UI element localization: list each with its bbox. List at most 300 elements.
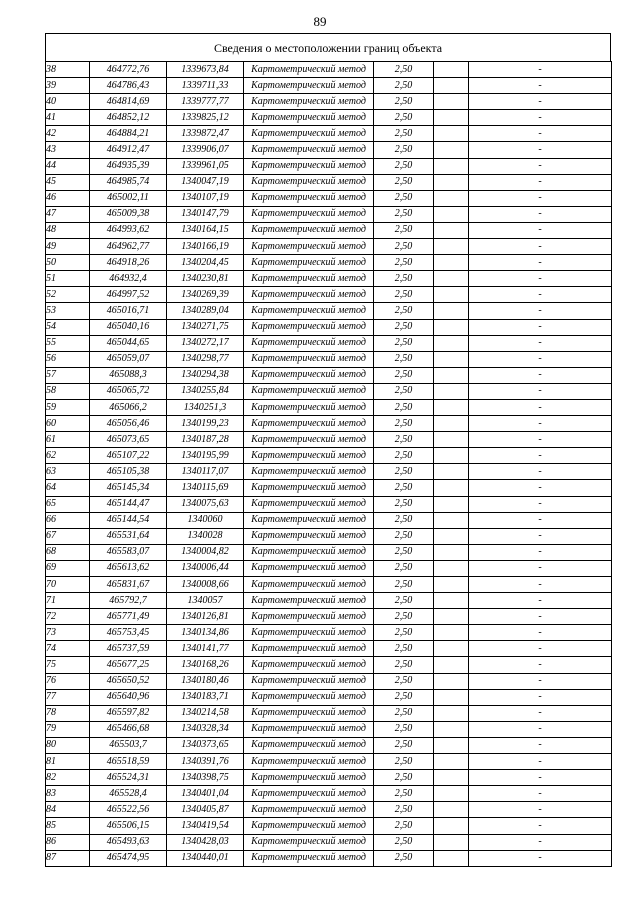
- dash-cell: -: [469, 432, 612, 448]
- method: Картометрический метод: [244, 818, 374, 834]
- point-number: 68: [46, 544, 90, 560]
- page-number: 89: [313, 14, 327, 29]
- dash-cell: -: [469, 303, 612, 319]
- coord-y: 1340075,63: [167, 496, 244, 512]
- blank-cell: [434, 62, 469, 78]
- blank-cell: [434, 287, 469, 303]
- blank-cell: [434, 190, 469, 206]
- blank-cell: [434, 222, 469, 238]
- precision: 2,50: [374, 786, 434, 802]
- dash-cell: -: [469, 287, 612, 303]
- point-number: 61: [46, 432, 90, 448]
- precision: 2,50: [374, 335, 434, 351]
- precision: 2,50: [374, 496, 434, 512]
- point-number: 39: [46, 78, 90, 94]
- dash-cell: -: [469, 705, 612, 721]
- method: Картометрический метод: [244, 834, 374, 850]
- blank-cell: [434, 689, 469, 705]
- coord-x: 465016,71: [90, 303, 167, 319]
- coord-x: 465144,47: [90, 496, 167, 512]
- dash-cell: -: [469, 271, 612, 287]
- coord-x: 465518,59: [90, 754, 167, 770]
- point-number: 78: [46, 705, 90, 721]
- table-row: [46, 367, 612, 383]
- section-title: Сведения о местоположении границ объекта: [45, 33, 611, 61]
- dash-cell: -: [469, 528, 612, 544]
- precision: 2,50: [374, 110, 434, 126]
- precision: 2,50: [374, 271, 434, 287]
- point-number: 55: [46, 335, 90, 351]
- dash-cell: -: [469, 593, 612, 609]
- coord-y: 1340398,75: [167, 770, 244, 786]
- coord-y: 1340168,26: [167, 657, 244, 673]
- coord-x: 464997,52: [90, 287, 167, 303]
- point-number: 77: [46, 689, 90, 705]
- precision: 2,50: [374, 577, 434, 593]
- coord-y: 1340008,66: [167, 577, 244, 593]
- coord-y: 1340006,44: [167, 560, 244, 576]
- method: Картометрический метод: [244, 528, 374, 544]
- coord-y: 1340269,39: [167, 287, 244, 303]
- coord-x: 465650,52: [90, 673, 167, 689]
- table-row: [46, 399, 612, 415]
- precision: 2,50: [374, 190, 434, 206]
- coord-y: 1340214,58: [167, 705, 244, 721]
- point-number: 47: [46, 206, 90, 222]
- blank-cell: [434, 544, 469, 560]
- coord-y: 1340401,04: [167, 786, 244, 802]
- coord-x: 465506,15: [90, 818, 167, 834]
- precision: 2,50: [374, 287, 434, 303]
- point-number: 46: [46, 190, 90, 206]
- method: Картометрический метод: [244, 255, 374, 271]
- coord-x: 464852,12: [90, 110, 167, 126]
- method: Картометрический метод: [244, 496, 374, 512]
- method: Картометрический метод: [244, 126, 374, 142]
- precision: 2,50: [374, 126, 434, 142]
- coordinates-sheet: [45, 33, 611, 867]
- coord-x: 465531,64: [90, 528, 167, 544]
- point-number: 50: [46, 255, 90, 271]
- method: Картометрический метод: [244, 689, 374, 705]
- point-number: 82: [46, 770, 90, 786]
- blank-cell: [434, 464, 469, 480]
- coord-y: 1340328,34: [167, 721, 244, 737]
- precision: 2,50: [374, 206, 434, 222]
- coord-y: 1340289,04: [167, 303, 244, 319]
- precision: 2,50: [374, 464, 434, 480]
- blank-cell: [434, 528, 469, 544]
- coord-y: 1340428,03: [167, 834, 244, 850]
- coord-y: 1340298,77: [167, 351, 244, 367]
- dash-cell: -: [469, 448, 612, 464]
- dash-cell: -: [469, 158, 612, 174]
- point-number: 56: [46, 351, 90, 367]
- coord-x: 465503,7: [90, 737, 167, 753]
- coord-y: 1339673,84: [167, 62, 244, 78]
- coord-x: 465528,4: [90, 786, 167, 802]
- blank-cell: [434, 255, 469, 271]
- method: Картометрический метод: [244, 287, 374, 303]
- table-row: [46, 512, 612, 528]
- coord-x: 465753,45: [90, 625, 167, 641]
- dash-cell: -: [469, 560, 612, 576]
- coord-x: 464918,26: [90, 255, 167, 271]
- table-row: [46, 174, 612, 190]
- point-number: 74: [46, 641, 90, 657]
- method: Картометрический метод: [244, 705, 374, 721]
- dash-cell: -: [469, 174, 612, 190]
- precision: 2,50: [374, 222, 434, 238]
- point-number: 53: [46, 303, 90, 319]
- dash-cell: -: [469, 673, 612, 689]
- precision: 2,50: [374, 255, 434, 271]
- coord-y: 1340180,46: [167, 673, 244, 689]
- coord-y: 1340115,69: [167, 480, 244, 496]
- coord-x: 465493,63: [90, 834, 167, 850]
- table-row: [46, 754, 612, 770]
- coord-y: 1340147,79: [167, 206, 244, 222]
- dash-cell: -: [469, 239, 612, 255]
- table-row: [46, 818, 612, 834]
- method: Картометрический метод: [244, 110, 374, 126]
- blank-cell: [434, 625, 469, 641]
- coord-x: 465066,2: [90, 399, 167, 415]
- method: Картометрический метод: [244, 657, 374, 673]
- coord-y: 1340183,71: [167, 689, 244, 705]
- table-row: [46, 625, 612, 641]
- blank-cell: [434, 721, 469, 737]
- coord-y: 1339872,47: [167, 126, 244, 142]
- precision: 2,50: [374, 818, 434, 834]
- precision: 2,50: [374, 850, 434, 866]
- coord-y: 1340405,87: [167, 802, 244, 818]
- blank-cell: [434, 94, 469, 110]
- coord-x: 465009,38: [90, 206, 167, 222]
- blank-cell: [434, 142, 469, 158]
- blank-cell: [434, 335, 469, 351]
- blank-cell: [434, 158, 469, 174]
- coord-y: 1340060: [167, 512, 244, 528]
- method: Картометрический метод: [244, 319, 374, 335]
- coord-x: 465613,62: [90, 560, 167, 576]
- dash-cell: -: [469, 641, 612, 657]
- coord-x: 465105,38: [90, 464, 167, 480]
- table-row: [46, 432, 612, 448]
- precision: 2,50: [374, 142, 434, 158]
- precision: 2,50: [374, 158, 434, 174]
- precision: 2,50: [374, 609, 434, 625]
- method: Картометрический метод: [244, 158, 374, 174]
- point-number: 59: [46, 399, 90, 415]
- precision: 2,50: [374, 383, 434, 399]
- dash-cell: -: [469, 335, 612, 351]
- point-number: 80: [46, 737, 90, 753]
- coord-x: 464962,77: [90, 239, 167, 255]
- point-number: 87: [46, 850, 90, 866]
- coord-x: 465771,49: [90, 609, 167, 625]
- blank-cell: [434, 593, 469, 609]
- coord-x: 465583,07: [90, 544, 167, 560]
- table-row: [46, 62, 612, 78]
- dash-cell: -: [469, 834, 612, 850]
- coord-x: 465522,56: [90, 802, 167, 818]
- method: Картометрический метод: [244, 448, 374, 464]
- coord-x: 465145,34: [90, 480, 167, 496]
- coordinates-table: [45, 61, 612, 867]
- point-number: 83: [46, 786, 90, 802]
- point-number: 43: [46, 142, 90, 158]
- method: Картометрический метод: [244, 206, 374, 222]
- coord-y: 1339711,33: [167, 78, 244, 94]
- coord-x: 465792,7: [90, 593, 167, 609]
- point-number: 70: [46, 577, 90, 593]
- blank-cell: [434, 657, 469, 673]
- coord-x: 465002,11: [90, 190, 167, 206]
- table-row: [46, 126, 612, 142]
- blank-cell: [434, 432, 469, 448]
- table-row: [46, 802, 612, 818]
- coord-x: 464935,39: [90, 158, 167, 174]
- point-number: 49: [46, 239, 90, 255]
- method: Картометрический метод: [244, 190, 374, 206]
- point-number: 85: [46, 818, 90, 834]
- coord-y: 1340117,07: [167, 464, 244, 480]
- dash-cell: -: [469, 544, 612, 560]
- method: Картометрический метод: [244, 786, 374, 802]
- precision: 2,50: [374, 528, 434, 544]
- precision: 2,50: [374, 480, 434, 496]
- dash-cell: -: [469, 110, 612, 126]
- point-number: 63: [46, 464, 90, 480]
- table-row: [46, 850, 612, 866]
- table-row: [46, 770, 612, 786]
- method: Картометрический метод: [244, 544, 374, 560]
- coord-x: 465040,16: [90, 319, 167, 335]
- point-number: 79: [46, 721, 90, 737]
- dash-cell: -: [469, 367, 612, 383]
- point-number: 76: [46, 673, 90, 689]
- method: Картометрический метод: [244, 625, 374, 641]
- blank-cell: [434, 383, 469, 399]
- point-number: 51: [46, 271, 90, 287]
- blank-cell: [434, 641, 469, 657]
- dash-cell: -: [469, 754, 612, 770]
- coord-y: 1340199,23: [167, 416, 244, 432]
- coord-y: 1340126,81: [167, 609, 244, 625]
- dash-cell: -: [469, 62, 612, 78]
- method: Картометрический метод: [244, 367, 374, 383]
- coord-y: 1340272,17: [167, 335, 244, 351]
- table-row: [46, 383, 612, 399]
- dash-cell: -: [469, 480, 612, 496]
- precision: 2,50: [374, 303, 434, 319]
- precision: 2,50: [374, 351, 434, 367]
- method: Картометрический метод: [244, 850, 374, 866]
- coord-y: 1340255,84: [167, 383, 244, 399]
- point-number: 40: [46, 94, 90, 110]
- method: Картометрический метод: [244, 432, 374, 448]
- method: Картометрический метод: [244, 802, 374, 818]
- coord-y: 1340164,15: [167, 222, 244, 238]
- method: Картометрический метод: [244, 142, 374, 158]
- method: Картометрический метод: [244, 416, 374, 432]
- method: Картометрический метод: [244, 512, 374, 528]
- coord-y: 1340230,81: [167, 271, 244, 287]
- precision: 2,50: [374, 367, 434, 383]
- precision: 2,50: [374, 62, 434, 78]
- precision: 2,50: [374, 399, 434, 415]
- method: Картометрический метод: [244, 560, 374, 576]
- blank-cell: [434, 174, 469, 190]
- coord-y: 1340294,38: [167, 367, 244, 383]
- blank-cell: [434, 480, 469, 496]
- point-number: 64: [46, 480, 90, 496]
- dash-cell: -: [469, 577, 612, 593]
- dash-cell: -: [469, 689, 612, 705]
- table-row: [46, 255, 612, 271]
- blank-cell: [434, 673, 469, 689]
- method: Картометрический метод: [244, 577, 374, 593]
- blank-cell: [434, 78, 469, 94]
- dash-cell: -: [469, 126, 612, 142]
- method: Картометрический метод: [244, 383, 374, 399]
- coord-y: 1340187,28: [167, 432, 244, 448]
- blank-cell: [434, 416, 469, 432]
- dash-cell: -: [469, 721, 612, 737]
- coord-x: 465144,54: [90, 512, 167, 528]
- coord-x: 465640,96: [90, 689, 167, 705]
- blank-cell: [434, 126, 469, 142]
- dash-cell: -: [469, 737, 612, 753]
- coord-y: 1340057: [167, 593, 244, 609]
- coord-y: 1340166,19: [167, 239, 244, 255]
- point-number: 84: [46, 802, 90, 818]
- point-number: 66: [46, 512, 90, 528]
- blank-cell: [434, 609, 469, 625]
- coord-y: 1340391,76: [167, 754, 244, 770]
- blank-cell: [434, 496, 469, 512]
- dash-cell: -: [469, 222, 612, 238]
- coord-x: 465466,68: [90, 721, 167, 737]
- point-number: 41: [46, 110, 90, 126]
- precision: 2,50: [374, 239, 434, 255]
- precision: 2,50: [374, 432, 434, 448]
- method: Картометрический метод: [244, 673, 374, 689]
- precision: 2,50: [374, 705, 434, 721]
- point-number: 71: [46, 593, 90, 609]
- blank-cell: [434, 754, 469, 770]
- precision: 2,50: [374, 754, 434, 770]
- precision: 2,50: [374, 834, 434, 850]
- precision: 2,50: [374, 721, 434, 737]
- coord-x: 464786,43: [90, 78, 167, 94]
- precision: 2,50: [374, 770, 434, 786]
- coord-x: 465831,67: [90, 577, 167, 593]
- point-number: 48: [46, 222, 90, 238]
- coord-y: 1340028: [167, 528, 244, 544]
- blank-cell: [434, 271, 469, 287]
- table-row: [46, 641, 612, 657]
- coord-y: 1340419,54: [167, 818, 244, 834]
- precision: 2,50: [374, 94, 434, 110]
- point-number: 54: [46, 319, 90, 335]
- table-row: [46, 496, 612, 512]
- table-row: [46, 142, 612, 158]
- coord-y: 1340141,77: [167, 641, 244, 657]
- blank-cell: [434, 850, 469, 866]
- blank-cell: [434, 786, 469, 802]
- point-number: 67: [46, 528, 90, 544]
- point-number: 38: [46, 62, 90, 78]
- table-row: [46, 673, 612, 689]
- dash-cell: -: [469, 399, 612, 415]
- precision: 2,50: [374, 416, 434, 432]
- dash-cell: -: [469, 496, 612, 512]
- blank-cell: [434, 303, 469, 319]
- blank-cell: [434, 802, 469, 818]
- table-row: [46, 319, 612, 335]
- method: Картометрический метод: [244, 271, 374, 287]
- blank-cell: [434, 577, 469, 593]
- dash-cell: -: [469, 850, 612, 866]
- dash-cell: -: [469, 786, 612, 802]
- precision: 2,50: [374, 319, 434, 335]
- precision: 2,50: [374, 544, 434, 560]
- table-row: [46, 303, 612, 319]
- method: Картометрический метод: [244, 464, 374, 480]
- coord-x: 464993,62: [90, 222, 167, 238]
- coord-y: 1340440,01: [167, 850, 244, 866]
- coord-x: 464932,4: [90, 271, 167, 287]
- coord-y: 1340204,45: [167, 255, 244, 271]
- coord-x: 464772,76: [90, 62, 167, 78]
- method: Картометрический метод: [244, 641, 374, 657]
- method: Картометрический метод: [244, 62, 374, 78]
- table-row: [46, 577, 612, 593]
- coord-x: 465597,82: [90, 705, 167, 721]
- precision: 2,50: [374, 802, 434, 818]
- coord-y: 1340107,19: [167, 190, 244, 206]
- dash-cell: -: [469, 319, 612, 335]
- coord-x: 464912,47: [90, 142, 167, 158]
- dash-cell: -: [469, 206, 612, 222]
- dash-cell: -: [469, 464, 612, 480]
- precision: 2,50: [374, 737, 434, 753]
- point-number: 60: [46, 416, 90, 432]
- point-number: 73: [46, 625, 90, 641]
- table-row: [46, 786, 612, 802]
- point-number: 42: [46, 126, 90, 142]
- table-row: [46, 206, 612, 222]
- coord-x: 464884,21: [90, 126, 167, 142]
- method: Картометрический метод: [244, 239, 374, 255]
- blank-cell: [434, 512, 469, 528]
- precision: 2,50: [374, 657, 434, 673]
- dash-cell: -: [469, 94, 612, 110]
- method: Картометрический метод: [244, 770, 374, 786]
- coord-y: 1340271,75: [167, 319, 244, 335]
- dash-cell: -: [469, 625, 612, 641]
- point-number: 72: [46, 609, 90, 625]
- method: Картометрический метод: [244, 351, 374, 367]
- point-number: 69: [46, 560, 90, 576]
- point-number: 65: [46, 496, 90, 512]
- table-row: [46, 464, 612, 480]
- table-row: [46, 110, 612, 126]
- dash-cell: -: [469, 190, 612, 206]
- table-row: [46, 544, 612, 560]
